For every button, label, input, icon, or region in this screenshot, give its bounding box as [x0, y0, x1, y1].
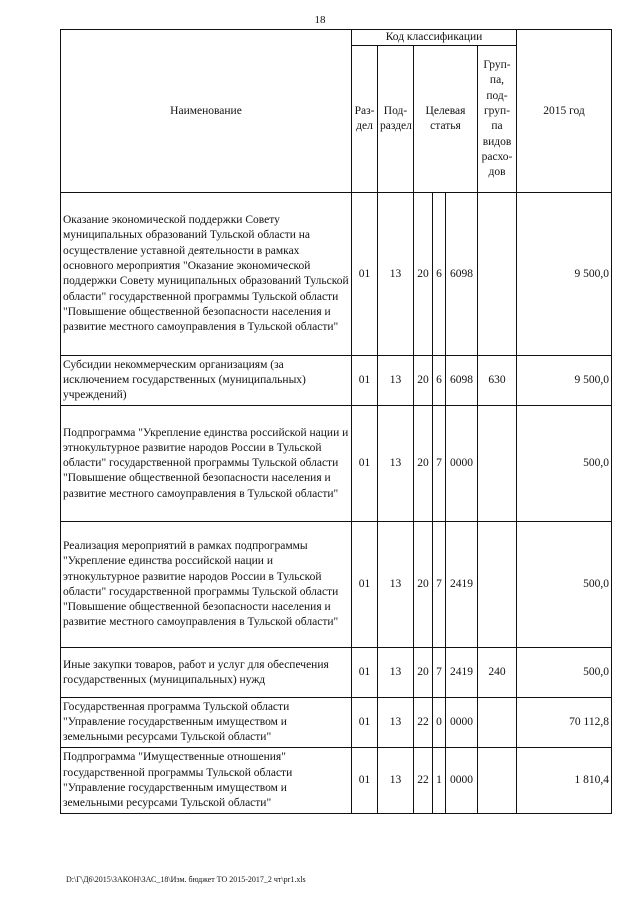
row-section: 01 — [352, 522, 378, 648]
row-expense-group — [478, 193, 517, 356]
row-expense-group — [478, 748, 517, 814]
row-target-direction: 0000 — [446, 748, 478, 814]
header-section: Раз- дел — [352, 46, 378, 193]
table-row — [61, 406, 612, 522]
row-target-direction: 6098 — [446, 356, 478, 406]
header-subsection: Под- раздел — [378, 46, 414, 193]
row-subsection: 13 — [378, 648, 414, 698]
row-subsection: 13 — [378, 193, 414, 356]
row-expense-group: 240 — [478, 648, 517, 698]
row-target-program: 20 — [414, 193, 433, 356]
row-name: Реализация мероприятий в рамках подпрограммы "Укрепление единства российской нации и этнокультурное развитие народов России в Тульской области" государственной программы Тульской области "Повышение общественной безопасности населения и развитие местного самоуправления в Тульской области" — [61, 522, 352, 648]
table-row — [61, 748, 612, 814]
table-row — [61, 698, 612, 748]
budget-table — [60, 29, 612, 814]
row-target-program: 20 — [414, 356, 433, 406]
row-expense-group — [478, 522, 517, 648]
row-section: 01 — [352, 193, 378, 356]
table-row — [61, 522, 612, 648]
row-target-subprogram: 0 — [433, 698, 446, 748]
header-name: Наименование — [61, 30, 352, 193]
row-subsection: 13 — [378, 406, 414, 522]
row-target-direction: 6098 — [446, 193, 478, 356]
row-amount: 500,0 — [517, 406, 612, 522]
row-name: Оказание экономической поддержки Совету муниципальных образований Тульской области на осуществление уставной деятельности в рамках основного мероприятия "Оказание экономической поддержки Совету муниципальных образований Тульской области" государственной программы Тульской области "Повышение общественной безопасности населения и развитие местного самоуправления в Тульской области" — [61, 193, 352, 356]
row-amount: 1 810,4 — [517, 748, 612, 814]
table-row — [61, 193, 612, 356]
row-target-program: 22 — [414, 698, 433, 748]
row-amount: 500,0 — [517, 648, 612, 698]
row-target-subprogram: 6 — [433, 193, 446, 356]
row-expense-group: 630 — [478, 356, 517, 406]
row-subsection: 13 — [378, 698, 414, 748]
row-expense-group — [478, 698, 517, 748]
row-target-subprogram: 7 — [433, 648, 446, 698]
row-section: 01 — [352, 406, 378, 522]
row-subsection: 13 — [378, 748, 414, 814]
row-target-program: 20 — [414, 406, 433, 522]
header-target-article: Целевая статья — [414, 46, 478, 193]
row-name: Государственная программа Тульской области "Управление государственным имуществом и земельными ресурсами Тульской области" — [61, 698, 352, 748]
row-target-subprogram: 7 — [433, 406, 446, 522]
row-amount: 70 112,8 — [517, 698, 612, 748]
row-subsection: 13 — [378, 522, 414, 648]
row-name: Подпрограмма "Имущественные отношения" государственной программы Тульской области "Управление государственным имуществом и земельными ресурсами Тульской области" — [61, 748, 352, 814]
row-section: 01 — [352, 648, 378, 698]
table-row — [61, 356, 612, 406]
row-target-direction: 0000 — [446, 698, 478, 748]
row-target-subprogram: 1 — [433, 748, 446, 814]
row-subsection: 13 — [378, 356, 414, 406]
page-number: 18 — [314, 14, 326, 26]
row-section: 01 — [352, 698, 378, 748]
row-amount: 500,0 — [517, 522, 612, 648]
row-amount: 9 500,0 — [517, 193, 612, 356]
row-name: Подпрограмма "Укрепление единства российской нации и этнокультурное развитие народов России в Тульской области" государственной программы Тульской области "Повышение общественной безопасности населения и развитие местного самоуправления в Тульской области" — [61, 406, 352, 522]
row-name: Субсидии некоммерческим организациям (за исключением государственных (муниципальных) учреждений) — [61, 356, 352, 406]
row-amount: 9 500,0 — [517, 356, 612, 406]
row-target-subprogram: 6 — [433, 356, 446, 406]
header-expense-group: Груп- па, под- груп- па видов расхо- дов — [478, 46, 517, 193]
row-expense-group — [478, 406, 517, 522]
header-year: 2015 год — [517, 30, 612, 193]
row-target-direction: 0000 — [446, 406, 478, 522]
row-section: 01 — [352, 356, 378, 406]
header-classification: Код классификации — [352, 30, 517, 46]
row-target-subprogram: 7 — [433, 522, 446, 648]
row-target-program: 22 — [414, 748, 433, 814]
row-section: 01 — [352, 748, 378, 814]
row-target-program: 20 — [414, 648, 433, 698]
table-row — [61, 648, 612, 698]
header-row — [61, 30, 612, 46]
row-target-direction: 2419 — [446, 522, 478, 648]
row-target-direction: 2419 — [446, 648, 478, 698]
footer-file-path: D:\Г\Д6\2015\ЗАКОН\ЗАС_18\Изм. бюджет ТО 2015-2017_2 чт\pr1.xls — [66, 875, 306, 884]
row-target-program: 20 — [414, 522, 433, 648]
row-name: Иные закупки товаров, работ и услуг для обеспечения государственных (муниципальных) нужд — [61, 648, 352, 698]
